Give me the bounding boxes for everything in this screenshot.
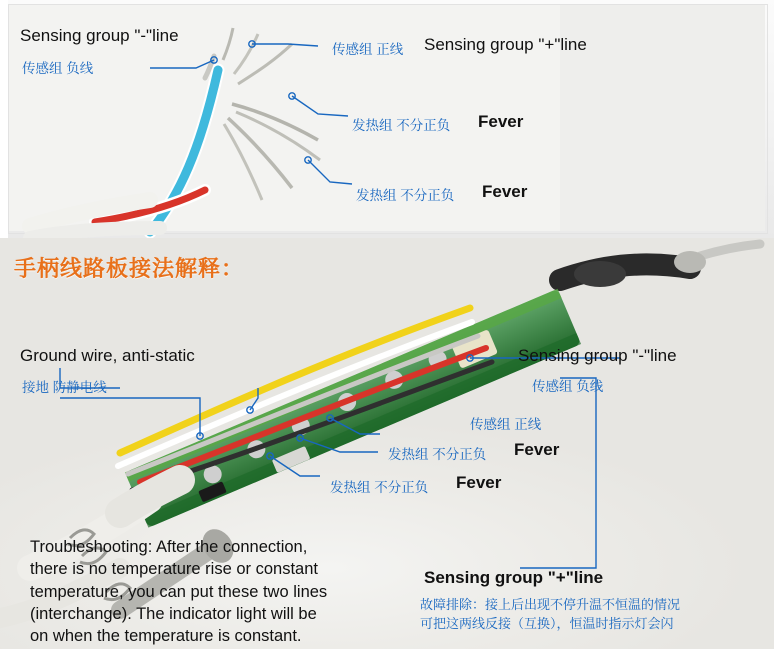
- top-photo-panel: [0, 0, 774, 238]
- label-fever-1-en-bottom: Fever: [514, 440, 560, 459]
- label-sensing-plus-en: Sensing group "+"line: [424, 35, 587, 54]
- label-fever-2-en-bottom: Fever: [456, 473, 502, 492]
- troubleshooting-line-2: there is no temperature rise or constant: [30, 560, 318, 579]
- label-sensing-plus-en-bottom: Sensing group "+"line: [424, 568, 604, 587]
- label-fever-2-cn-bottom: 发热组 不分正负: [330, 480, 429, 495]
- troubleshooting-paragraph-cn: [420, 596, 770, 634]
- bottom-photo-panel: [0, 238, 774, 649]
- label-sensing-minus-cn-bottom: 传感组 负线: [532, 379, 604, 394]
- troubleshooting-paragraph: [30, 536, 422, 647]
- section-headline: 手柄线路板接法解释：: [14, 256, 245, 281]
- label-fever-1-cn: 发热组 不分正负: [352, 118, 451, 133]
- label-fever-2-cn: 发热组 不分正负: [356, 188, 455, 203]
- label-ground-wire-en: Ground wire, anti-static: [20, 346, 195, 365]
- label-fever-1-en: Fever: [478, 112, 524, 131]
- label-ground-wire-cn: 接地 防静电线: [22, 380, 107, 395]
- troubleshooting-line-4: (interchange). The indicator light will be: [30, 604, 317, 623]
- troubleshooting-line-5: on when the temperature is constant.: [30, 627, 302, 646]
- label-fever-1-cn-bottom: 发热组 不分正负: [388, 447, 487, 462]
- label-sensing-plus-cn-bottom: 传感组 正线: [470, 417, 542, 432]
- troubleshooting-line-3: temperature, you can put these two lines: [30, 582, 328, 601]
- troubleshooting-cn-line-2: 可把这两线反接（互换），恒温时指示灯会闪: [420, 615, 674, 631]
- troubleshooting-cn-line-1: 故障排除：接上后出现不停升温不恒温的情况: [420, 597, 681, 612]
- label-fever-2-en: Fever: [482, 182, 528, 201]
- label-sensing-minus-en-bottom: Sensing group "-"line: [518, 346, 677, 365]
- label-sensing-minus-en: Sensing group "-"line: [20, 26, 179, 45]
- troubleshooting-line-1: Troubleshooting: After the connection,: [30, 538, 308, 556]
- label-sensing-plus-cn: 传感组 正线: [332, 42, 404, 57]
- label-sensing-minus-cn: 传感组 负线: [22, 61, 94, 76]
